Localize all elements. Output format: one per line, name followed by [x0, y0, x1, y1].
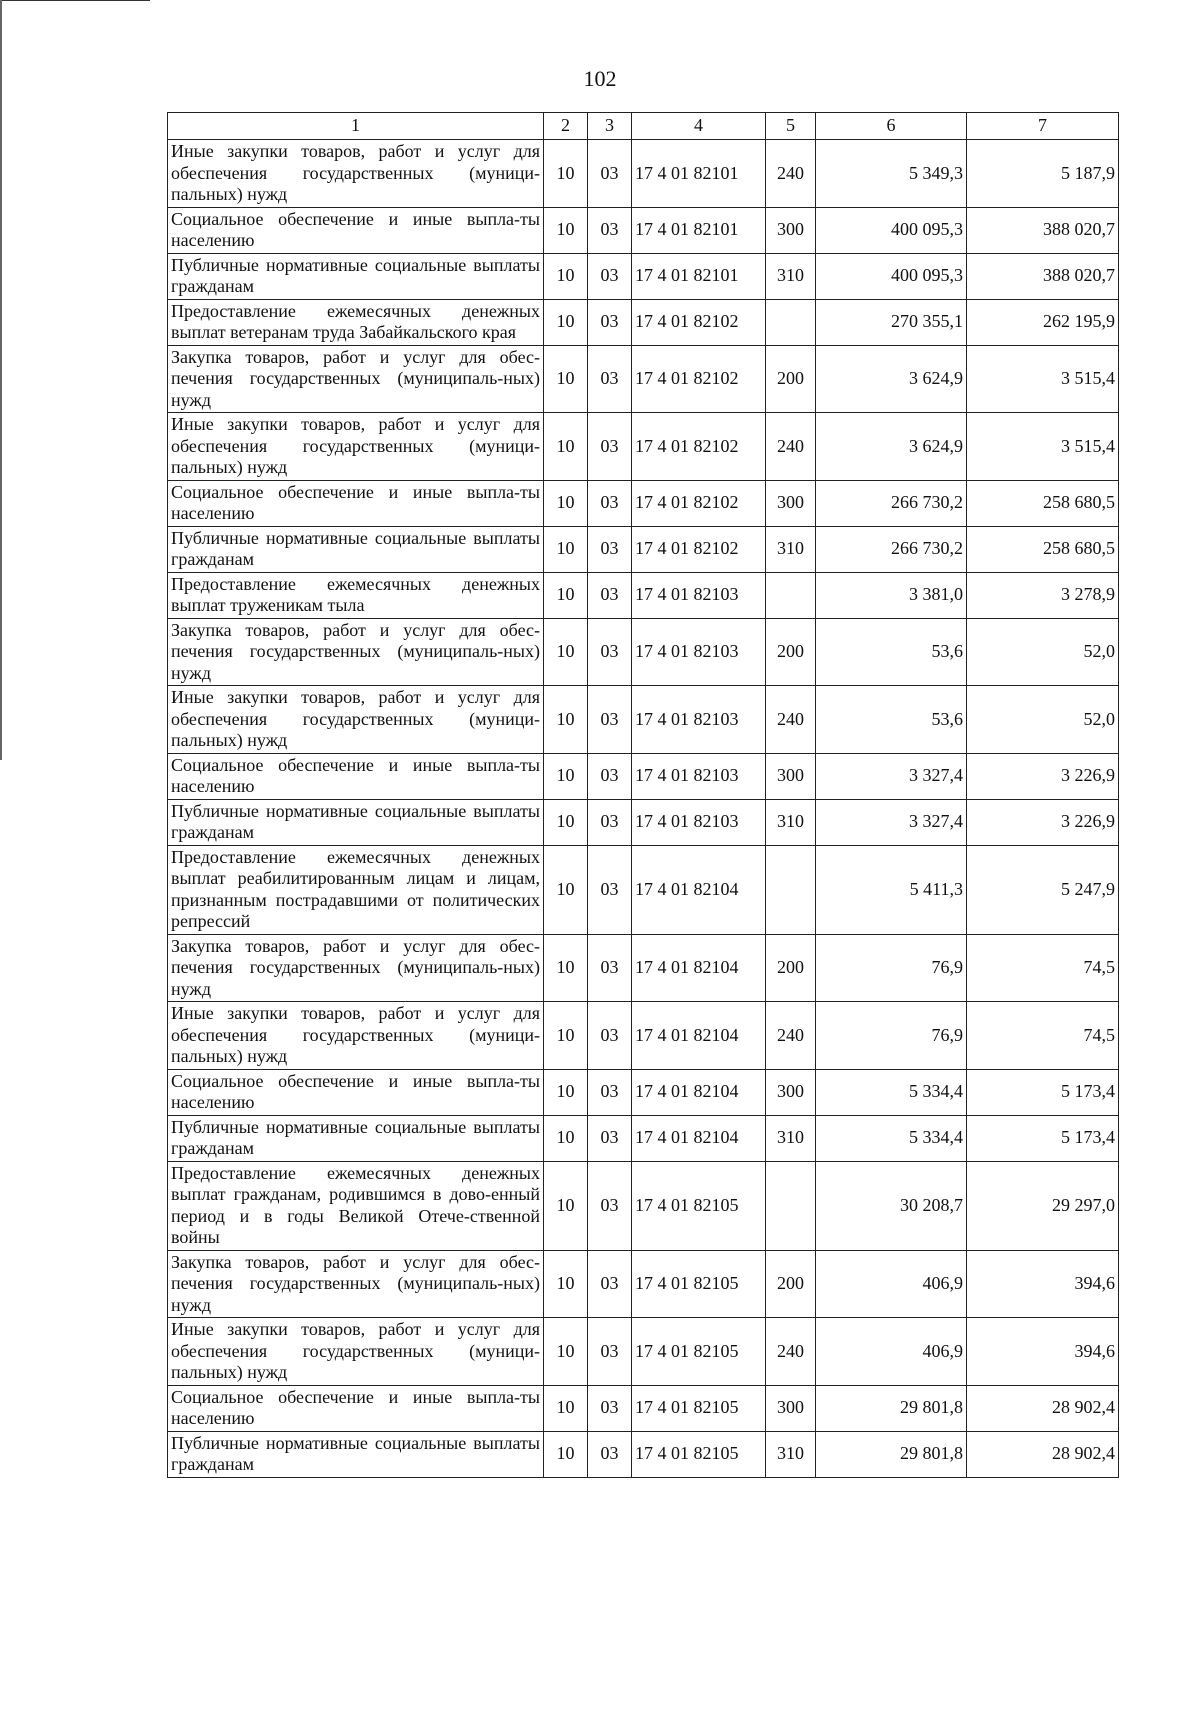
section-cell: 10: [544, 1385, 588, 1431]
amount-year2-cell: 394,6: [967, 1318, 1119, 1386]
name-cell: Закупка товаров, работ и услуг для обес-печения государственных (муниципаль-ных) нужд: [168, 345, 544, 413]
table-row: [168, 1115, 1119, 1161]
table-row: [168, 526, 1119, 572]
subsection-cell: 03: [588, 1250, 632, 1318]
table-row: [168, 140, 1119, 208]
target-article-cell: 17 4 01 82104: [632, 845, 766, 934]
subsection-cell: 03: [588, 1161, 632, 1250]
name-cell: Публичные нормативные социальные выплаты гражданам: [168, 1431, 544, 1477]
expense-type-cell: 240: [766, 1002, 816, 1070]
target-article-cell: 17 4 01 82105: [632, 1431, 766, 1477]
amount-year1-cell: 266 730,2: [816, 526, 967, 572]
amount-year1-cell: 53,6: [816, 618, 967, 686]
expense-type-cell: 310: [766, 253, 816, 299]
amount-year1-cell: 5 334,4: [816, 1115, 967, 1161]
budget-table: [167, 112, 1119, 1478]
target-article-cell: 17 4 01 82101: [632, 253, 766, 299]
name-cell: Иные закупки товаров, работ и услуг для обеспечения государственных (муници-пальных) нужд: [168, 1002, 544, 1070]
expense-type-cell: 310: [766, 526, 816, 572]
section-cell: 10: [544, 572, 588, 618]
subsection-cell: 03: [588, 686, 632, 754]
section-cell: 10: [544, 686, 588, 754]
expense-type-cell: 240: [766, 413, 816, 481]
header-cell-5: 5: [766, 113, 816, 140]
target-article-cell: 17 4 01 82104: [632, 1002, 766, 1070]
subsection-cell: 03: [588, 413, 632, 481]
section-cell: 10: [544, 253, 588, 299]
expense-type-cell: 300: [766, 1385, 816, 1431]
subsection-cell: 03: [588, 845, 632, 934]
name-cell: Публичные нормативные социальные выплаты гражданам: [168, 1115, 544, 1161]
target-article-cell: 17 4 01 82104: [632, 1115, 766, 1161]
amount-year2-cell: 52,0: [967, 618, 1119, 686]
page-number: 102: [583, 66, 617, 91]
subsection-cell: 03: [588, 799, 632, 845]
name-cell: Публичные нормативные социальные выплаты гражданам: [168, 253, 544, 299]
name-cell: Иные закупки товаров, работ и услуг для обеспечения государственных (муници-пальных) нужд: [168, 686, 544, 754]
subsection-cell: 03: [588, 207, 632, 253]
table-row: [168, 345, 1119, 413]
section-cell: 10: [544, 1161, 588, 1250]
table-row: [168, 299, 1119, 345]
name-cell: Предоставление ежемесячных денежных выплат реабилитированным лицам и лицам, признанным пострадавшими от политических репрессий: [168, 845, 544, 934]
header-cell-3: 3: [588, 113, 632, 140]
table-row: [168, 1431, 1119, 1477]
target-article-cell: 17 4 01 82102: [632, 299, 766, 345]
section-cell: 10: [544, 345, 588, 413]
name-cell: Социальное обеспечение и иные выпла-ты населению: [168, 480, 544, 526]
subsection-cell: 03: [588, 1002, 632, 1070]
amount-year1-cell: 3 624,9: [816, 345, 967, 413]
subsection-cell: 03: [588, 934, 632, 1002]
section-cell: 10: [544, 1431, 588, 1477]
name-cell: Предоставление ежемесячных денежных выплат ветеранам труда Забайкальского края: [168, 299, 544, 345]
amount-year1-cell: 3 327,4: [816, 799, 967, 845]
subsection-cell: 03: [588, 572, 632, 618]
subsection-cell: 03: [588, 480, 632, 526]
expense-type-cell: 240: [766, 140, 816, 208]
table-row: [168, 1002, 1119, 1070]
table-row: [168, 207, 1119, 253]
table-row: [168, 753, 1119, 799]
expense-type-cell: [766, 299, 816, 345]
amount-year2-cell: 388 020,7: [967, 207, 1119, 253]
section-cell: 10: [544, 413, 588, 481]
expense-type-cell: 200: [766, 345, 816, 413]
name-cell: Иные закупки товаров, работ и услуг для обеспечения государственных (муници-пальных) нужд: [168, 413, 544, 481]
target-article-cell: 17 4 01 82105: [632, 1318, 766, 1386]
amount-year1-cell: 5 349,3: [816, 140, 967, 208]
expense-type-cell: 310: [766, 799, 816, 845]
name-cell: Предоставление ежемесячных денежных выплат труженикам тыла: [168, 572, 544, 618]
amount-year1-cell: 76,9: [816, 1002, 967, 1070]
name-cell: Социальное обеспечение и иные выпла-ты населению: [168, 207, 544, 253]
amount-year2-cell: 3 226,9: [967, 753, 1119, 799]
section-cell: 10: [544, 618, 588, 686]
subsection-cell: 03: [588, 140, 632, 208]
section-cell: 10: [544, 799, 588, 845]
amount-year1-cell: 5 334,4: [816, 1069, 967, 1115]
amount-year2-cell: 74,5: [967, 1002, 1119, 1070]
name-cell: Закупка товаров, работ и услуг для обес-печения государственных (муниципаль-ных) нужд: [168, 618, 544, 686]
amount-year2-cell: 74,5: [967, 934, 1119, 1002]
name-cell: Социальное обеспечение и иные выпла-ты населению: [168, 753, 544, 799]
expense-type-cell: 200: [766, 934, 816, 1002]
amount-year1-cell: 266 730,2: [816, 480, 967, 526]
subsection-cell: 03: [588, 526, 632, 572]
section-cell: 10: [544, 845, 588, 934]
amount-year2-cell: 388 020,7: [967, 253, 1119, 299]
table-row: [168, 799, 1119, 845]
subsection-cell: 03: [588, 1318, 632, 1386]
header-cell-1: 1: [168, 113, 544, 140]
table-row: [168, 1385, 1119, 1431]
amount-year2-cell: 3 515,4: [967, 413, 1119, 481]
name-cell: Закупка товаров, работ и услуг для обес-печения государственных (муниципаль-ных) нужд: [168, 934, 544, 1002]
expense-type-cell: [766, 845, 816, 934]
amount-year2-cell: 3 278,9: [967, 572, 1119, 618]
table-row: [168, 618, 1119, 686]
table-row: [168, 480, 1119, 526]
table-row: [168, 572, 1119, 618]
amount-year2-cell: 258 680,5: [967, 480, 1119, 526]
target-article-cell: 17 4 01 82101: [632, 207, 766, 253]
section-cell: 10: [544, 207, 588, 253]
amount-year2-cell: 5 173,4: [967, 1115, 1119, 1161]
amount-year1-cell: 3 327,4: [816, 753, 967, 799]
amount-year2-cell: 262 195,9: [967, 299, 1119, 345]
amount-year1-cell: 406,9: [816, 1318, 967, 1386]
subsection-cell: 03: [588, 1431, 632, 1477]
expense-type-cell: 240: [766, 1318, 816, 1386]
target-article-cell: 17 4 01 82105: [632, 1161, 766, 1250]
amount-year2-cell: 3 515,4: [967, 345, 1119, 413]
amount-year1-cell: 400 095,3: [816, 207, 967, 253]
amount-year1-cell: 29 801,8: [816, 1431, 967, 1477]
subsection-cell: 03: [588, 618, 632, 686]
amount-year2-cell: 394,6: [967, 1250, 1119, 1318]
amount-year2-cell: 5 173,4: [967, 1069, 1119, 1115]
header-cell-2: 2: [544, 113, 588, 140]
target-article-cell: 17 4 01 82102: [632, 345, 766, 413]
expense-type-cell: [766, 572, 816, 618]
section-cell: 10: [544, 299, 588, 345]
section-cell: 10: [544, 1318, 588, 1386]
section-cell: 10: [544, 480, 588, 526]
amount-year2-cell: 5 187,9: [967, 140, 1119, 208]
amount-year1-cell: 29 801,8: [816, 1385, 967, 1431]
subsection-cell: 03: [588, 1069, 632, 1115]
target-article-cell: 17 4 01 82102: [632, 526, 766, 572]
target-article-cell: 17 4 01 82103: [632, 618, 766, 686]
header-row: [168, 113, 1119, 140]
target-article-cell: 17 4 01 82104: [632, 1069, 766, 1115]
expense-type-cell: [766, 1161, 816, 1250]
subsection-cell: 03: [588, 253, 632, 299]
amount-year1-cell: 5 411,3: [816, 845, 967, 934]
target-article-cell: 17 4 01 82102: [632, 413, 766, 481]
target-article-cell: 17 4 01 82104: [632, 934, 766, 1002]
header-cell-7: 7: [967, 113, 1119, 140]
expense-type-cell: 300: [766, 1069, 816, 1115]
target-article-cell: 17 4 01 82101: [632, 140, 766, 208]
target-article-cell: 17 4 01 82105: [632, 1385, 766, 1431]
expense-type-cell: 300: [766, 753, 816, 799]
target-article-cell: 17 4 01 82103: [632, 686, 766, 754]
table-body: [168, 140, 1119, 1478]
table-row: [168, 1161, 1119, 1250]
section-cell: 10: [544, 934, 588, 1002]
amount-year2-cell: 29 297,0: [967, 1161, 1119, 1250]
table-row: [168, 1318, 1119, 1386]
expense-type-cell: 200: [766, 1250, 816, 1318]
subsection-cell: 03: [588, 1385, 632, 1431]
section-cell: 10: [544, 1115, 588, 1161]
target-article-cell: 17 4 01 82103: [632, 572, 766, 618]
table-row: [168, 253, 1119, 299]
amount-year1-cell: 3 624,9: [816, 413, 967, 481]
subsection-cell: 03: [588, 753, 632, 799]
scan-edge-mark: [0, 0, 150, 7]
subsection-cell: 03: [588, 299, 632, 345]
expense-type-cell: 300: [766, 207, 816, 253]
section-cell: 10: [544, 526, 588, 572]
name-cell: Социальное обеспечение и иные выпла-ты населению: [168, 1385, 544, 1431]
table-row: [168, 1250, 1119, 1318]
name-cell: Публичные нормативные социальные выплаты гражданам: [168, 526, 544, 572]
section-cell: 10: [544, 1250, 588, 1318]
header-cell-6: 6: [816, 113, 967, 140]
amount-year2-cell: 3 226,9: [967, 799, 1119, 845]
name-cell: Закупка товаров, работ и услуг для обес-печения государственных (муниципаль-ных) нужд: [168, 1250, 544, 1318]
table-row: [168, 413, 1119, 481]
section-cell: 10: [544, 753, 588, 799]
amount-year2-cell: 5 247,9: [967, 845, 1119, 934]
amount-year2-cell: 28 902,4: [967, 1385, 1119, 1431]
amount-year1-cell: 400 095,3: [816, 253, 967, 299]
expense-type-cell: 310: [766, 1431, 816, 1477]
amount-year1-cell: 270 355,1: [816, 299, 967, 345]
expense-type-cell: 200: [766, 618, 816, 686]
expense-type-cell: 310: [766, 1115, 816, 1161]
amount-year1-cell: 53,6: [816, 686, 967, 754]
amount-year2-cell: 52,0: [967, 686, 1119, 754]
target-article-cell: 17 4 01 82103: [632, 799, 766, 845]
name-cell: Публичные нормативные социальные выплаты гражданам: [168, 799, 544, 845]
target-article-cell: 17 4 01 82105: [632, 1250, 766, 1318]
name-cell: Иные закупки товаров, работ и услуг для обеспечения государственных (муници-пальных) нужд: [168, 1318, 544, 1386]
amount-year1-cell: 76,9: [816, 934, 967, 1002]
target-article-cell: 17 4 01 82103: [632, 753, 766, 799]
amount-year2-cell: 258 680,5: [967, 526, 1119, 572]
name-cell: Социальное обеспечение и иные выпла-ты населению: [168, 1069, 544, 1115]
section-cell: 10: [544, 1002, 588, 1070]
amount-year1-cell: 3 381,0: [816, 572, 967, 618]
name-cell: Предоставление ежемесячных денежных выплат гражданам, родившимся в дово-енный период и в годы Великой Отече-ственной войны: [168, 1161, 544, 1250]
amount-year1-cell: 30 208,7: [816, 1161, 967, 1250]
amount-year1-cell: 406,9: [816, 1250, 967, 1318]
target-article-cell: 17 4 01 82102: [632, 480, 766, 526]
subsection-cell: 03: [588, 1115, 632, 1161]
header-cell-4: 4: [632, 113, 766, 140]
section-cell: 10: [544, 1069, 588, 1115]
subsection-cell: 03: [588, 345, 632, 413]
table-row: [168, 686, 1119, 754]
expense-type-cell: 240: [766, 686, 816, 754]
scan-edge-line: [0, 0, 2, 760]
section-cell: 10: [544, 140, 588, 208]
name-cell: Иные закупки товаров, работ и услуг для обеспечения государственных (муници-пальных) нужд: [168, 140, 544, 208]
expense-type-cell: 300: [766, 480, 816, 526]
table-row: [168, 934, 1119, 1002]
table-row: [168, 845, 1119, 934]
table-row: [168, 1069, 1119, 1115]
amount-year2-cell: 28 902,4: [967, 1431, 1119, 1477]
